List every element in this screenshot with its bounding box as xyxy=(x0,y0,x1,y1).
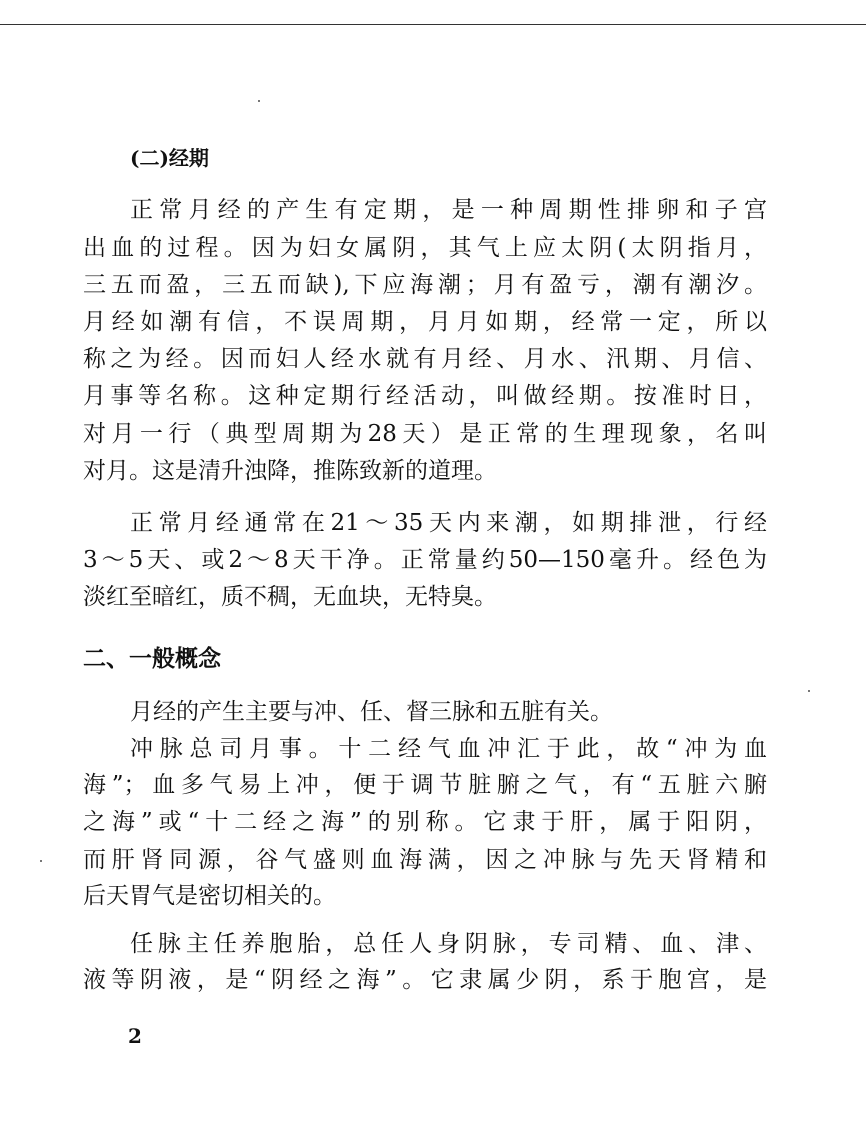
text-line: 液等阴液，是“阴经之海”。它隶属少阴，系于胞宫，是 xyxy=(83,967,767,993)
text-line: 对月一行（典型周期为28天）是正常的生理现象，名叫 xyxy=(83,421,767,447)
text-line: 称之为经。因而妇人经水就有月经、月水、汛期、月信、 xyxy=(83,346,767,372)
text-line: 月事等名称。这种定期行经活动，叫做经期。按准时日， xyxy=(83,383,767,409)
page-number: 2 xyxy=(128,1024,142,1048)
section-heading: 二、一般概念 xyxy=(83,645,221,672)
top-rule xyxy=(0,24,866,25)
text-line: 之海”或“十二经之海”的别称。它隶于肝，属于阳阴， xyxy=(83,809,767,835)
text-line: 出血的过程。因为妇女属阴，其气上应太阴(太阴指月， xyxy=(83,235,767,261)
text-line: 正常月经的产生有定期，是一种周期性排卵和子宫 xyxy=(130,197,767,223)
subheading: (二)经期 xyxy=(130,146,209,170)
text-line: 对月。这是清升浊降，推陈致新的道理。 xyxy=(83,458,497,484)
text-line: 而肝肾同源，谷气盛则血海满，因之冲脉与先天肾精和 xyxy=(83,847,767,873)
text-line: 三五而盈，三五而缺),下应海潮；月有盈亏，潮有潮汐。 xyxy=(83,272,767,298)
text-line: 月经的产生主要与冲、任、督三脉和五脏有关。 xyxy=(130,699,613,725)
text-line: 冲脉总司月事。十二经气血冲汇于此，故“冲为血 xyxy=(130,736,767,762)
text-line: 淡红至暗红，质不稠，无血块，无特臭。 xyxy=(83,584,497,610)
text-line: 海”；血多气易上冲，便于调节脏腑之气，有“五脏六腑 xyxy=(83,772,767,798)
scan-speck xyxy=(808,690,810,692)
text-line: 月经如潮有信，不误周期，月月如期，经常一定，所以 xyxy=(83,309,767,335)
text-line: 后天胃气是密切相关的。 xyxy=(83,883,336,909)
text-line: 正常月经通常在21～35天内来潮，如期排泄，行经 xyxy=(130,510,767,536)
text-line: 3～5天、或2～8天干净。正常量约50—150毫升。经色为 xyxy=(83,547,767,573)
scan-speck xyxy=(40,860,42,862)
scan-speck xyxy=(258,100,260,102)
text-line: 任脉主任养胞胎，总任人身阴脉，专司精、血、津、 xyxy=(130,931,767,957)
